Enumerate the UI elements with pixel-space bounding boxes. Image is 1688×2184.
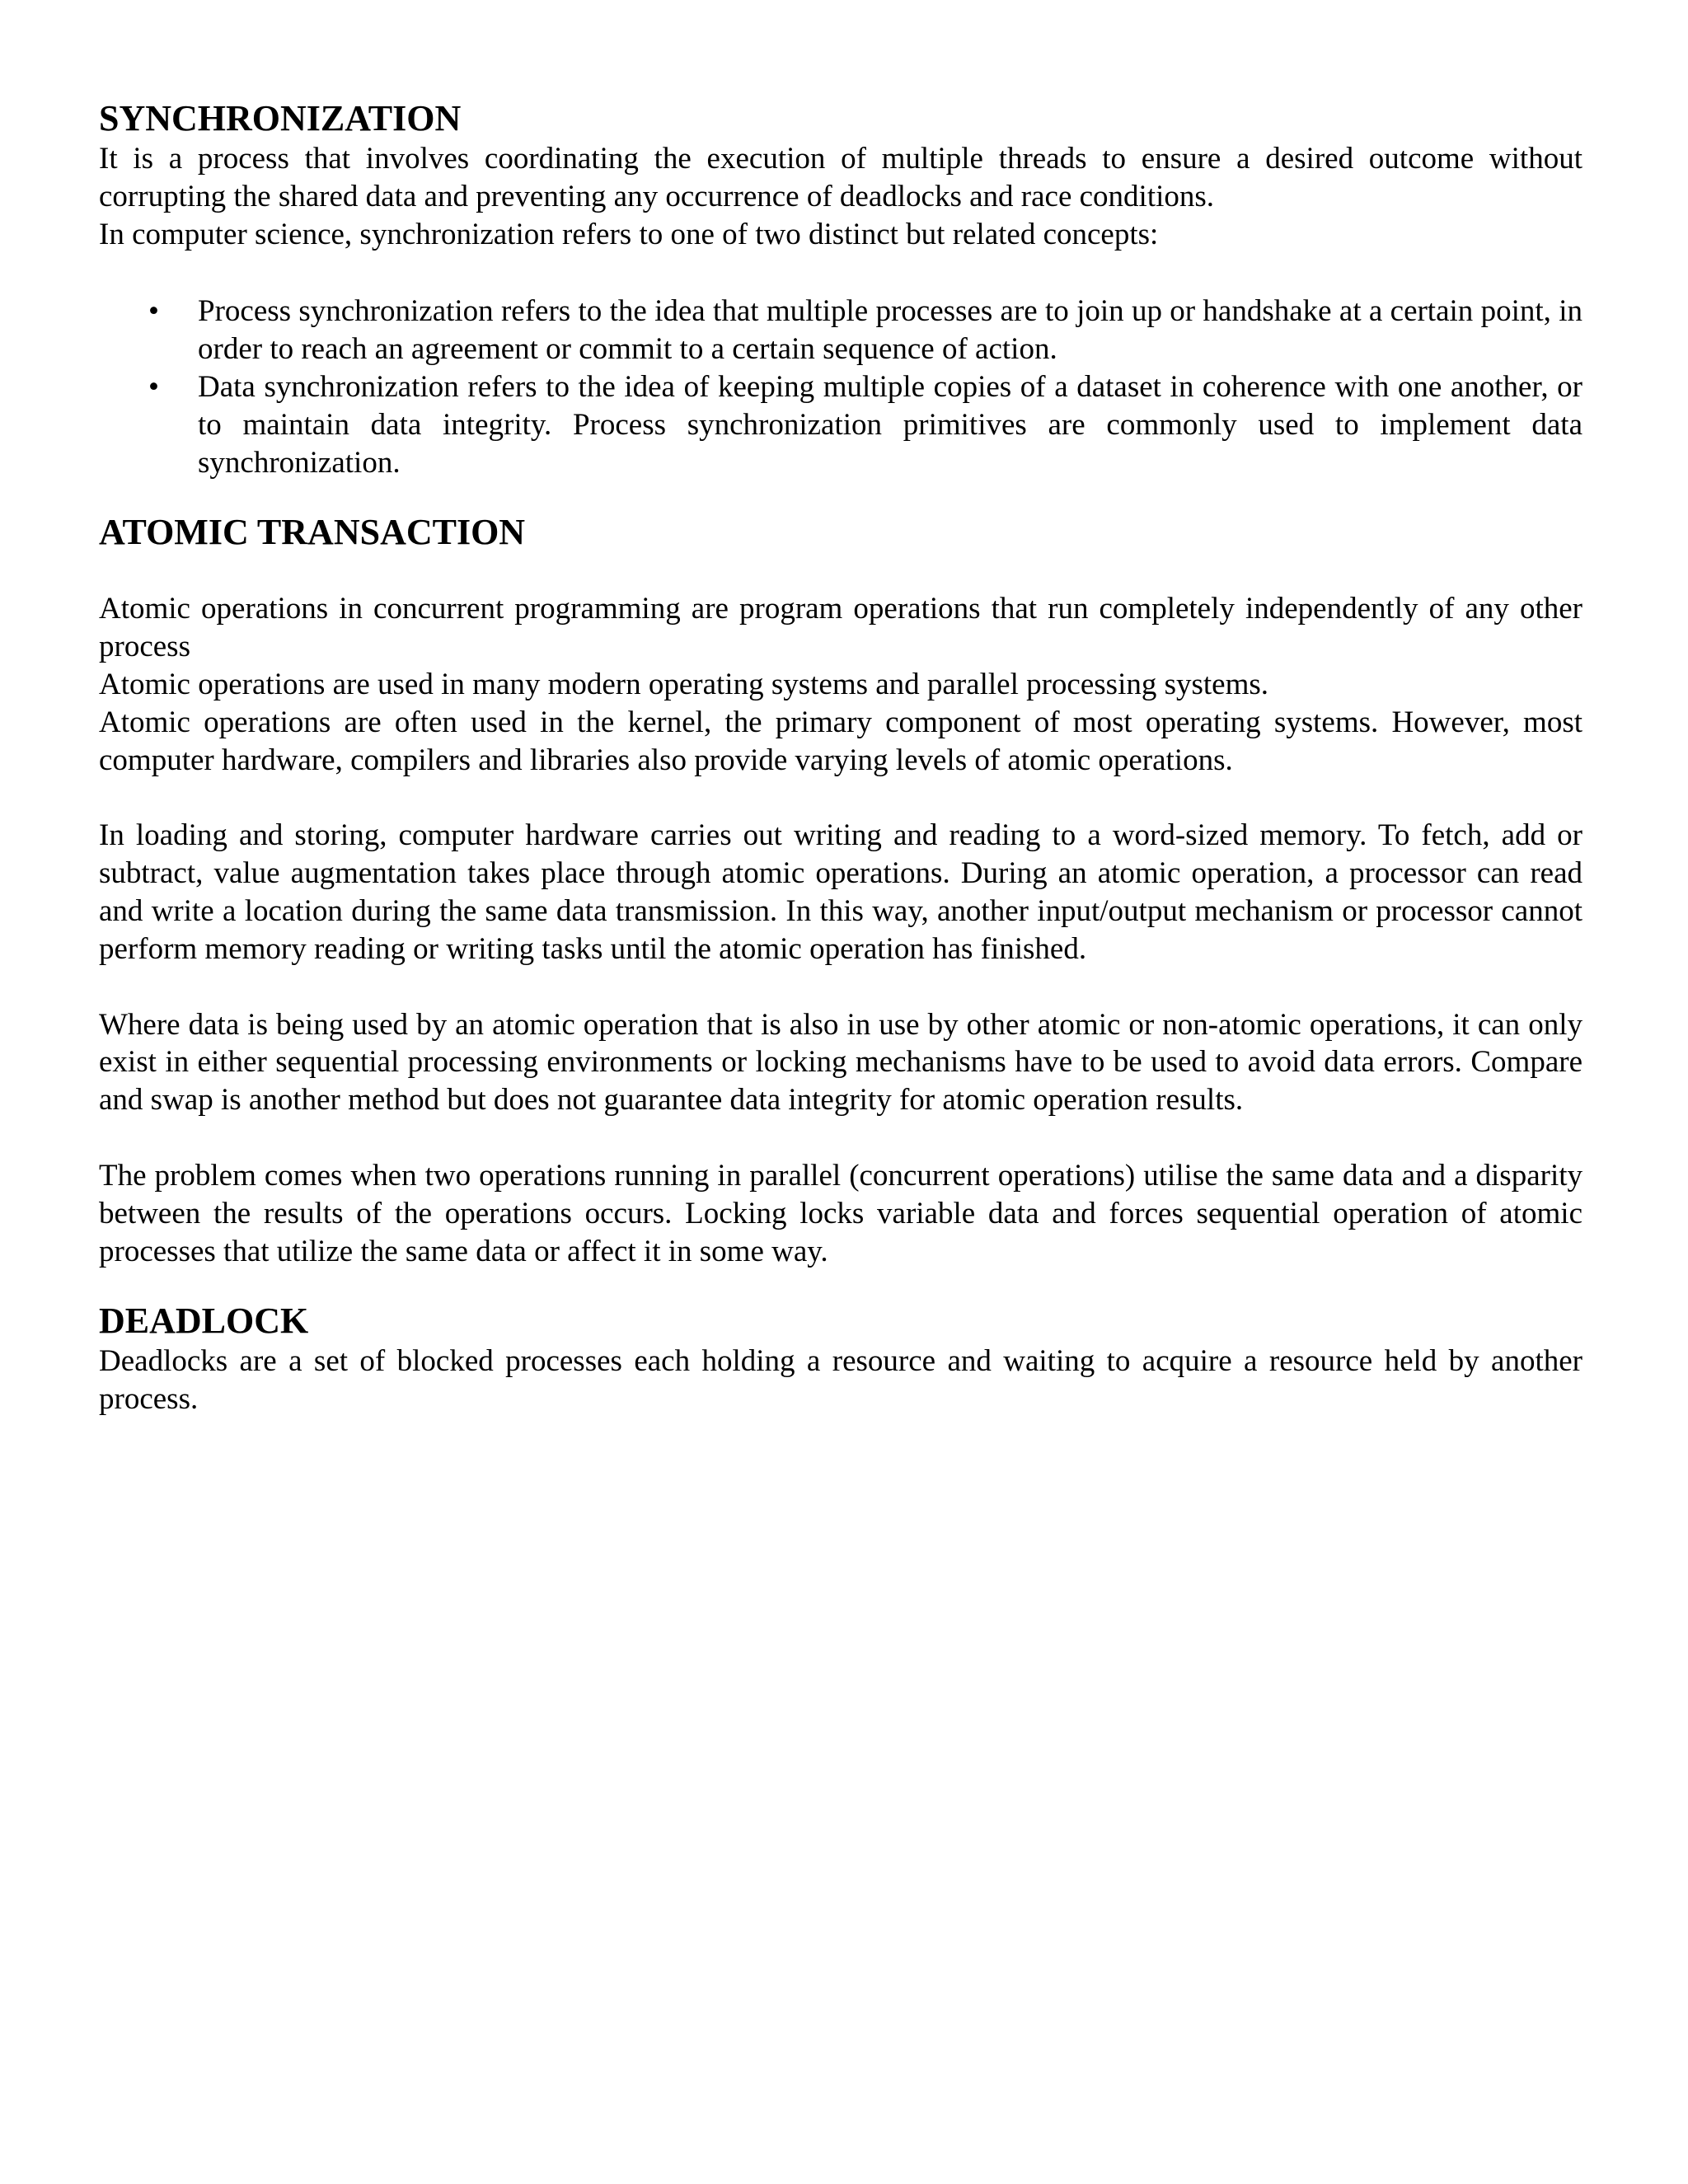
atomic-paragraph-4: In loading and storing, computer hardware carries out writing and reading to a word-sized memory. To fetch, add or subtract, value augmentation takes place through atomic operations. During an atomic operation, a processor can read and write a location during the same data transmission. In this way, another input/output mechanism or processor cannot perform memory reading or writing tasks until the atomic operation has finished. — [99, 818, 1582, 966]
bullet-icon: • — [148, 294, 159, 329]
list-item — [99, 293, 1582, 368]
heading-deadlock: DEADLOCK — [99, 1301, 309, 1342]
heading-synchronization: SYNCHRONIZATION — [99, 98, 462, 138]
spacer — [99, 481, 1582, 511]
atomic-paragraph-2: Atomic operations are used in many modern operating systems and parallel processing systems. — [99, 667, 1269, 701]
atomic-paragraph-6: The problem comes when two operations running in parallel (concurrent operations) utilise the same data and a disparity between the results of the operations occurs. Locking locks variable data and forces sequential operation of atomic processes that utilize the same data or affect it in some way. — [99, 1158, 1582, 1268]
document-page — [99, 97, 1582, 1418]
list-item — [99, 368, 1582, 481]
synchronization-bullet-list — [99, 293, 1582, 481]
synchronization-paragraph-1: It is a process that involves coordinating the execution of multiple threads to ensure a desired outcome without corrupting the shared data and preventing any occurrence of deadlocks and race conditions. — [99, 142, 1582, 213]
heading-atomic-transaction: ATOMIC TRANSACTION — [99, 512, 526, 553]
synchronization-paragraph-2: In computer science, synchronization refers to one of two distinct but related concepts: — [99, 217, 1159, 251]
spacer — [99, 1270, 1582, 1300]
atomic-paragraph-5: Where data is being used by an atomic operation that is also in use by other atomic or non-atomic operations, it can only exist in either sequential processing environments or locking mechanisms have to be used to avoid data errors. Compare and swap is another method but does not guarantee data integrity for atomic operation results. — [99, 1007, 1582, 1118]
spacer — [99, 779, 1582, 817]
spacer — [99, 968, 1582, 1006]
deadlock-paragraph-1: Deadlocks are a set of blocked processes each holding a resource and waiting to acquire a resource held by another process. — [99, 1344, 1582, 1417]
spacer — [99, 554, 1582, 590]
bullet-icon: • — [148, 369, 159, 404]
atomic-paragraph-3: Atomic operations are often used in the kernel, the primary component of most operating systems. However, most computer hardware, compilers and libraries also provide varying levels of atomic operations. — [99, 705, 1582, 777]
list-item-text: Process synchronization refers to the idea that multiple processes are to join up or handshake at a certain point, in order to reach an agreement or commit to a certain sequence of action. — [198, 294, 1582, 367]
spacer — [99, 1119, 1582, 1157]
list-item-text: Data synchronization refers to the idea of keeping multiple copies of a dataset in coherence with one another, or to maintain data integrity. Process synchronization primitives are commonly used to implement data synchronization. — [198, 369, 1582, 480]
atomic-paragraph-1: Atomic operations in concurrent programming are program operations that run completely independently of any other process — [99, 592, 1582, 664]
